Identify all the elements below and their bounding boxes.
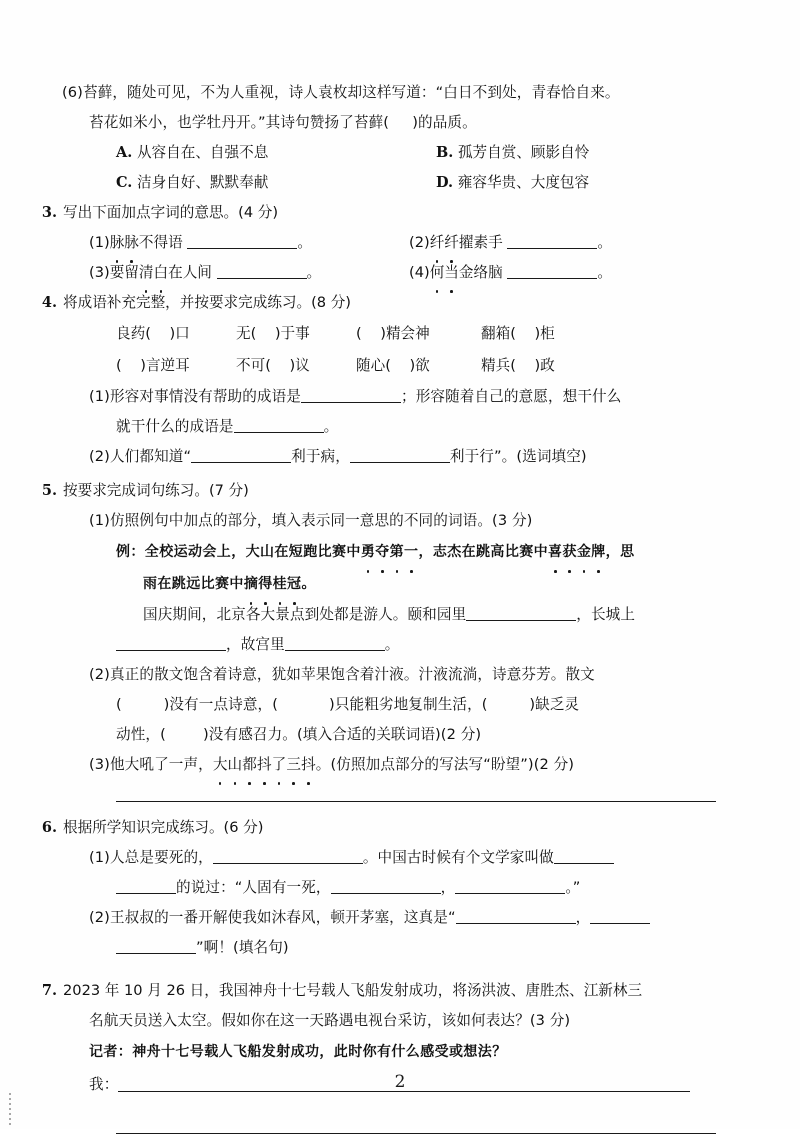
answer-blank[interactable] <box>301 388 401 403</box>
answer-blank[interactable] <box>455 879 565 894</box>
question-6-number: 6. <box>41 819 57 836</box>
answer-blank[interactable] <box>590 909 650 924</box>
dotted-char: 纤 <box>430 228 445 258</box>
question-5-title: 按要求完成词句练习。(7 分) <box>63 482 249 499</box>
answer-blank[interactable] <box>350 448 450 463</box>
practice-text: 。 <box>384 636 400 653</box>
practice-text: 国庆期间，北京各大景点到处都是游人。颐和园里 <box>143 606 467 623</box>
answer-paren-gap[interactable] <box>389 114 412 131</box>
choice-option-a[interactable] <box>116 138 436 168</box>
sub-text: 他大吼了一声， <box>109 756 213 773</box>
sub-text: 利于行”。(选词填空) <box>449 448 587 465</box>
answer-blank[interactable] <box>116 636 226 651</box>
question-5-heading <box>40 476 738 506</box>
sub-text: ；形容随着自己的意愿，想干什么 <box>401 388 622 405</box>
question-5-practice-line-1 <box>143 600 738 630</box>
item-marker: (2) <box>409 234 430 251</box>
question-3-heading <box>40 198 738 228</box>
dotted-char: 金 <box>577 536 591 568</box>
idiom-cell[interactable] <box>116 318 236 350</box>
idiom-prefix: 良药( <box>116 325 151 342</box>
dotted-char: 摘 <box>244 568 258 600</box>
choice-label-b: B. <box>436 144 454 161</box>
idiom-cell[interactable] <box>356 318 481 350</box>
period: 。 <box>597 234 612 251</box>
sub-text: 真正的散文饱含着诗意，犹如苹果饱含着汁液。汁液流淌，诗意芬芳。散文 <box>109 666 595 683</box>
item-marker: (4) <box>409 264 430 281</box>
sub-text: )没有感召力。(填入合适的关联词语)(2 分) <box>203 726 482 743</box>
sub-text: 。” <box>565 879 581 896</box>
sub-marker: (1) <box>89 512 110 529</box>
sub-text: )没有一点诗意，( <box>163 696 279 713</box>
page-content <box>41 78 738 1134</box>
choice-label-c: C. <box>116 174 133 191</box>
idiom-prefix: 不可( <box>236 357 271 374</box>
question-7-reporter-line: 记者：神舟十七号载人飞船发射成功，此时你有什么感受或想法？ <box>89 1044 507 1060</box>
choice-text-a: 从容自在、自强不息 <box>136 144 269 161</box>
sub-text: 人们都知道“ <box>109 448 192 465</box>
answer-paren-gap[interactable] <box>278 696 329 713</box>
example-text: 。 <box>301 576 316 592</box>
choice-option-c[interactable] <box>116 168 436 198</box>
idiom-prefix: 随心( <box>356 357 391 374</box>
idiom-prefix: ( <box>116 357 122 374</box>
period: 。 <box>297 234 312 251</box>
idiom-prefix: 精兵( <box>481 357 516 374</box>
question-5-number: 5. <box>41 482 57 499</box>
answer-blank[interactable] <box>217 264 307 279</box>
dotted-char: 冠 <box>287 568 301 600</box>
example-text: 例：全校运动会上，大山在短跑比赛中 <box>116 544 361 560</box>
idiom-row-1 <box>116 318 738 350</box>
period: 。 <box>306 264 322 281</box>
dotted-char: 脉 <box>124 228 139 258</box>
question-6-choice-stem-line2 <box>89 108 738 138</box>
question-5-practice-line-2 <box>116 630 738 660</box>
answer-blank[interactable] <box>116 939 196 954</box>
sub-text: 。 <box>323 418 339 435</box>
example-text: 雨在跳远比赛中 <box>143 576 244 592</box>
question-4-sub-1-line-2 <box>116 412 738 442</box>
dotted-char: 获 <box>562 536 576 568</box>
idiom-cell[interactable] <box>236 318 356 350</box>
practice-text: ，长城上 <box>576 606 636 623</box>
answer-blank[interactable] <box>285 636 385 651</box>
dotted-char: 都 <box>242 750 257 780</box>
question-3-item-3: (3)要留清白在人间 。 <box>89 258 409 288</box>
answer-blank[interactable] <box>507 264 597 279</box>
answer-paren-gap[interactable] <box>488 696 530 713</box>
idiom-cell[interactable] <box>481 318 555 350</box>
answer-blank[interactable] <box>116 879 176 894</box>
question-7-line-1: 2023 年 10 月 26 日，我国神舟十七号载人飞船发射成功，将汤洪波、唐胜杰、江新林三 <box>63 982 643 999</box>
sub-text: 王叔叔的一番开解使我如沐春风，顿开茅塞，这真是“ <box>109 909 456 926</box>
sub-text: ”啊！(填名句) <box>196 939 289 956</box>
idiom-suffix: )精会神 <box>380 325 430 342</box>
practice-text: ，故宫里 <box>226 636 285 653</box>
idiom-prefix: 翻箱( <box>481 325 516 342</box>
question-6-sub-2-line-1 <box>89 903 738 933</box>
choice-text-b: 孤芳自赏、顾影自怜 <box>457 144 590 161</box>
page-number: 2 <box>394 1072 406 1092</box>
answer-blank[interactable] <box>191 448 291 463</box>
question-3-item-1: (1)脉脉不得语 。 <box>89 228 409 258</box>
choice-text-c: 洁身自好、默默奉献 <box>136 174 269 191</box>
dotted-char: 纤 <box>444 228 459 258</box>
sub-text: 仿照例句中加点的部分，填入表示同一意思的不同的词语。(3 分) <box>109 512 533 529</box>
idiom-row-2 <box>116 350 738 382</box>
sub-text: 。(仿照加点部分的写法写“盼望”)(2 分) <box>315 756 575 773</box>
choice-row-ab <box>116 138 738 168</box>
question-5-sub-2-line-1 <box>89 660 738 690</box>
sub-text: 动性，( <box>116 726 166 743</box>
choice-option-b[interactable] <box>436 138 589 168</box>
dotted-char: 大 <box>213 750 228 780</box>
question-4-number: 4. <box>41 294 57 311</box>
sub-marker: (3) <box>89 756 110 773</box>
sub-text: ， <box>575 909 591 926</box>
sub-text: 就干什么的成语是 <box>116 418 234 435</box>
sub-text: 利于病， <box>291 448 350 465</box>
dotted-char: 当 <box>444 258 459 288</box>
question-3-title: 写出下面加点字词的意思。(4 分) <box>63 204 279 221</box>
choice-label-d: D. <box>436 174 454 191</box>
idiom-suffix: )柜 <box>534 325 555 342</box>
question-6-choice-stem-line1: (6)苔藓，随处可见，不为人重视，诗人袁枚却这样写道：“白日不到处，青春恰自来。 <box>62 84 620 101</box>
idiom-cell[interactable] <box>236 350 356 382</box>
answer-blank[interactable] <box>331 879 441 894</box>
dotted-char: 得 <box>258 568 272 600</box>
dotted-char: 一 <box>404 536 418 568</box>
sub-marker: (1) <box>89 388 110 405</box>
question-5-sub-3 <box>89 750 738 780</box>
dotted-char: 第 <box>390 536 404 568</box>
question-7-number: 7. <box>41 982 57 999</box>
answer-blank[interactable] <box>456 909 576 924</box>
question-7-line-2: 名航天员送入太空。假如你在这一天路遇电视台采访，该如何表达？(3 分) <box>89 1012 571 1029</box>
question-5-sub-2-line-3 <box>116 720 738 750</box>
dotted-char: 白 <box>154 258 169 288</box>
stem-text-b: )的品质。 <box>412 114 477 131</box>
sub-marker: (2) <box>89 448 110 465</box>
question-4-title: 将成语补充完整，并按要求完成练习。(8 分) <box>63 294 352 311</box>
answer-blank[interactable] <box>213 849 363 864</box>
period: 。 <box>597 264 612 281</box>
question-6-sub-1-line-1 <box>89 843 738 873</box>
question-3-item-2: (2)纤纤擢素手 。 <box>409 228 612 258</box>
dotted-char: 喜 <box>548 536 562 568</box>
idiom-suffix: )口 <box>169 325 190 342</box>
question-6-sub-2-line-2 <box>116 933 738 963</box>
question-5-sub-1-title <box>89 506 738 536</box>
question-6-title: 根据所学知识完成练习。(6 分) <box>63 819 264 836</box>
sub-text: 人总是要死的， <box>109 849 213 866</box>
example-text: ，志杰在跳高比赛中 <box>418 544 549 560</box>
answer-blank[interactable] <box>554 849 614 864</box>
question-6-sub-1-line-2 <box>116 873 738 903</box>
question-4-sub-2 <box>89 442 738 472</box>
idiom-cell[interactable] <box>116 350 236 382</box>
choice-label-a: A. <box>116 144 133 161</box>
choice-row-cd <box>116 168 738 198</box>
idiom-suffix: )议 <box>289 357 310 374</box>
question-4-sub-1-line-1 <box>89 382 738 412</box>
example-text: ，思 <box>605 544 635 560</box>
question-3-item-4: (4)何当金络脑 。 <box>409 258 612 288</box>
sub-text: 的说过：“人固有一死， <box>176 879 331 896</box>
idiom-suffix: )政 <box>534 357 555 374</box>
sub-text: 形容对事情没有帮助的成语是 <box>109 388 302 405</box>
answer-blank[interactable] <box>466 606 576 621</box>
sub-text: ， <box>440 879 456 896</box>
choice-text-d: 雍容华贵、大度包容 <box>457 174 590 191</box>
sub-text: 。中国古时候有个文学家叫做 <box>362 849 554 866</box>
idiom-prefix: 无( <box>236 325 257 342</box>
dotted-char: 脉 <box>110 228 125 258</box>
question-3-row-2 <box>89 258 738 288</box>
idiom-cell[interactable] <box>481 350 555 382</box>
dotted-char: 何 <box>430 258 445 288</box>
answer-paren-gap[interactable] <box>166 726 203 743</box>
choice-option-d[interactable] <box>436 168 589 198</box>
idiom-suffix: )欲 <box>409 357 430 374</box>
item-marker: (3) <box>89 264 110 281</box>
dotted-char: 三 <box>286 750 301 780</box>
dotted-char: 桂 <box>273 568 287 600</box>
question-5-answer-rule[interactable] <box>116 801 716 802</box>
dotted-char: 牌 <box>591 536 605 568</box>
question-5-sub-2-line-2 <box>116 690 738 720</box>
idiom-suffix: )于事 <box>274 325 310 342</box>
sub-text: )缺乏灵 <box>529 696 580 713</box>
idiom-cell[interactable] <box>356 350 481 382</box>
stem-text-a: 苔花如米小，也学牡丹开。”其诗句赞扬了苔藓( <box>89 114 390 131</box>
idiom-prefix: ( <box>356 325 362 342</box>
dotted-char: 抖 <box>301 750 316 780</box>
dotted-char: 了 <box>272 750 287 780</box>
question-5-example-line-1 <box>116 536 738 568</box>
sub-marker: (2) <box>89 666 110 683</box>
sub-text: ( <box>116 696 122 713</box>
dotted-char: 抖 <box>257 750 272 780</box>
dotted-char: 山 <box>228 750 243 780</box>
item-marker: (1) <box>89 234 110 251</box>
sub-marker: (2) <box>89 909 110 926</box>
binding-dotted-mark <box>9 1093 11 1127</box>
answer-label: 我： <box>89 1076 119 1093</box>
answer-blank[interactable] <box>234 418 324 433</box>
dotted-char: 夺 <box>375 536 389 568</box>
question-3-number: 3. <box>41 204 57 221</box>
answer-paren-gap[interactable] <box>122 696 164 713</box>
answer-blank[interactable] <box>187 234 297 249</box>
dotted-char: 勇 <box>361 536 375 568</box>
question-6-heading <box>40 813 738 843</box>
answer-blank[interactable] <box>507 234 597 249</box>
sub-marker: (1) <box>89 849 110 866</box>
dotted-char: 清 <box>139 258 154 288</box>
question-3-row-1 <box>89 228 738 258</box>
sub-text: )只能粗劣地复制生活，( <box>329 696 488 713</box>
question-5-example-line-2 <box>143 568 738 600</box>
question-7-heading <box>40 976 738 1006</box>
idiom-suffix: )言逆耳 <box>140 357 190 374</box>
